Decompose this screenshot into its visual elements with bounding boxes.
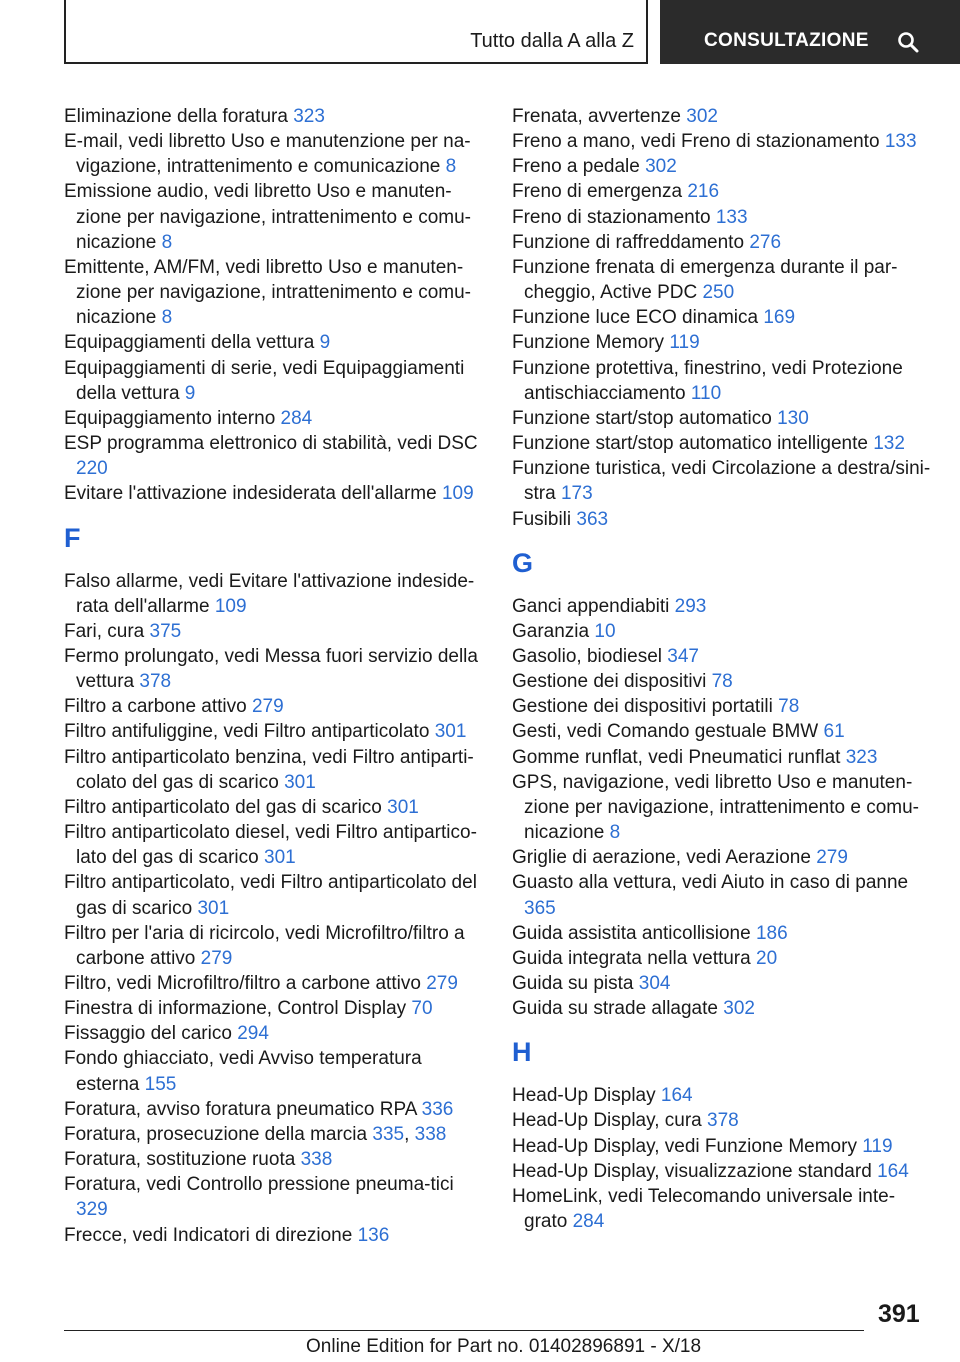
- index-entry: [512, 1159, 932, 1184]
- section-letter: G: [512, 547, 534, 578]
- index-entry-text: Guida su strade allagate: [512, 998, 718, 1020]
- page-ref-link[interactable]: 78: [711, 671, 733, 693]
- page-ref-link[interactable]: 329: [76, 1199, 108, 1221]
- index-entry-text: Equipaggiamento interno: [64, 407, 276, 429]
- index-entry-text: Freno a pedale: [512, 156, 640, 178]
- index-entry-text: Guasto alla vettura, vedi Aiuto in caso di panne: [512, 872, 909, 894]
- page-ref-link[interactable]: 119: [669, 332, 700, 354]
- page-ref-link[interactable]: 279: [426, 973, 458, 994]
- page-ref-link[interactable]: 336: [421, 1098, 454, 1120]
- index-entry-text: Eliminazione della foratura: [64, 106, 288, 127]
- page-ref-link[interactable]: 347: [667, 645, 699, 667]
- index-entry: [64, 129, 484, 179]
- page-ref-link[interactable]: 335: [372, 1123, 405, 1145]
- index-entry-text: E-mail, vedi libretto Uso e manutenzione per na‐vigazione, intrattenimento e comunicazione: [64, 131, 471, 178]
- index-entry-text: Gestione dei dispositivi portatili: [512, 696, 773, 718]
- index-entry: [512, 456, 932, 506]
- page-ref-link[interactable]: 109: [214, 595, 247, 617]
- index-entry: [64, 619, 484, 644]
- index-entry: [512, 230, 932, 255]
- index-entry: [64, 481, 484, 506]
- index-entry: [512, 205, 932, 230]
- page-ref-link[interactable]: 8: [161, 307, 173, 329]
- page-ref-link[interactable]: 133: [884, 131, 917, 153]
- index-entry-text: Funzione frenata di emergenza durante il par‐cheggio, Active PDC: [512, 256, 898, 304]
- index-entry: [512, 669, 932, 694]
- index-entry: [64, 431, 484, 481]
- consultazione-label: CONSULTAZIONE: [704, 30, 869, 51]
- index-entry-text: ESP programma elettronico di stabilità, vedi DSC: [64, 433, 478, 455]
- index-entry-text: Fissaggio del carico: [64, 1023, 232, 1045]
- index-entry-text: Gesti, vedi Comando gestuale BMW: [512, 721, 819, 743]
- index-entry: [64, 356, 484, 406]
- index-entry: [512, 1134, 932, 1159]
- index-entry: [512, 406, 932, 431]
- index-entry-text: Falso allarme, vedi Evitare l'attivazione indeside‐rata dell'allarme: [64, 570, 475, 617]
- index-entry: [512, 154, 932, 179]
- index-entry-text: Freno a mano, vedi Freno di stazionamento: [512, 131, 880, 153]
- index-entry-text: Head-Up Display, visualizzazione standard: [512, 1160, 872, 1182]
- index-entry-text: Head-Up Display, cura: [512, 1110, 702, 1132]
- index-entry: [512, 719, 932, 744]
- index-entry-text: Guida su pista: [512, 973, 634, 994]
- index-entry: [512, 845, 932, 870]
- index-entry: [512, 356, 932, 406]
- page-ref-link[interactable]: 363: [576, 508, 609, 530]
- page-ref-link[interactable]: 9: [319, 332, 331, 354]
- index-entry: [512, 431, 932, 456]
- page-ref-link[interactable]: 8: [161, 231, 173, 253]
- index-entry: [512, 129, 932, 154]
- index-entry-text: Head-Up Display: [512, 1085, 656, 1107]
- page-ref-link[interactable]: 323: [845, 746, 878, 768]
- index-entry: [64, 179, 484, 254]
- page-ref-link[interactable]: 130: [777, 407, 809, 429]
- page-ref-link[interactable]: 216: [687, 181, 720, 203]
- index-entry: [64, 870, 484, 920]
- page-ref-link[interactable]: 173: [560, 483, 593, 505]
- index-column-left: [64, 104, 484, 1248]
- index-entry: [512, 1184, 932, 1234]
- index-entry-text: Fondo ghiacciato, vedi Avviso temperatura esterna: [64, 1048, 422, 1095]
- index-entry: [512, 971, 932, 996]
- page-ref-link[interactable]: 375: [149, 620, 182, 642]
- index-entry-text: Foratura, prosecuzione della marcia: [64, 1123, 368, 1145]
- index-entry-text: Funzione turistica, vedi Circolazione a destra/sini‐stra: [512, 458, 931, 505]
- index-entry: [64, 820, 484, 870]
- page-ref-link[interactable]: 378: [139, 671, 172, 693]
- index-entry: [512, 921, 932, 946]
- page-ref-link[interactable]: 302: [645, 156, 677, 178]
- section-letter: H: [512, 1037, 532, 1068]
- page-ref-link[interactable]: 164: [877, 1160, 909, 1182]
- index-entry-text: Frenata, avvertenze: [512, 106, 681, 127]
- page-ref-link[interactable]: 133: [715, 206, 748, 228]
- index-entry: [64, 406, 484, 431]
- index-entry-text: Fermo prolungato, vedi Messa fuori servizio della vettura: [64, 645, 478, 693]
- page-ref-link[interactable]: 61: [823, 721, 845, 743]
- index-entry: [512, 644, 932, 669]
- index-entry: [64, 1172, 484, 1222]
- index-entry-text: Equipaggiamenti della vettura: [64, 332, 315, 354]
- index-entry-text: GPS, navigazione, vedi libretto Uso e manuten‐zione per navigazione, intrattenimento e comu‐nicazione: [512, 771, 920, 844]
- index-entry-text: Funzione protettiva, finestrino, vedi Protezione antischiacciamento: [512, 357, 903, 404]
- index-entry: Foratura, prosecuzione della marcia 335, 338: [64, 1123, 447, 1145]
- page-ref-link[interactable]: 78: [778, 696, 800, 718]
- index-entry-text: Guida integrata nella vettura: [512, 947, 751, 969]
- page-ref-link[interactable]: 279: [816, 847, 848, 869]
- index-entry-text: Filtro a carbone attivo: [64, 696, 247, 718]
- index-entry: [64, 1223, 484, 1248]
- footer-divider: [64, 1330, 864, 1331]
- page-ref-link[interactable]: 293: [674, 595, 707, 617]
- page-ref-link[interactable]: 186: [755, 922, 788, 944]
- index-entry: [64, 644, 484, 694]
- index-entry-text: Foratura, avviso foratura pneumatico RPA: [64, 1098, 417, 1120]
- index-entry-text: Freno di stazionamento: [512, 206, 711, 228]
- index-entry: [512, 694, 932, 719]
- index-entry: [64, 996, 484, 1021]
- page-ref-link[interactable]: 132: [873, 433, 905, 455]
- page-ref-link[interactable]: 169: [763, 307, 796, 329]
- index-entry: [64, 330, 484, 355]
- index-entry-text: Gomme runflat, vedi Pneumatici runflat: [512, 746, 841, 768]
- index-entry-text: Filtro per l'aria di ricircolo, vedi Microfiltro/filtro a carbone attivo: [64, 922, 465, 969]
- index-entry-text: HomeLink, vedi Telecomando universale inte‐grato: [512, 1185, 896, 1233]
- page-ref-link[interactable]: 302: [686, 106, 718, 127]
- index-entry-text: Fari, cura: [64, 620, 145, 642]
- index-entry-text: Garanzia: [512, 620, 590, 642]
- page-ref-link[interactable]: 70: [411, 998, 433, 1020]
- index-entry: [64, 719, 484, 744]
- index-entry: [512, 1108, 932, 1133]
- index-entry-text: Funzione luce ECO dinamica: [512, 307, 759, 329]
- page-ref-link[interactable]: 301: [264, 847, 296, 869]
- index-entry-text: Foratura, sostituzione ruota: [64, 1149, 296, 1171]
- edition-text: Online Edition for Part no. 01402896891 - X/18: [306, 1336, 702, 1357]
- page-ref-link[interactable]: 250: [702, 282, 735, 304]
- index-entry-text: Filtro, vedi Microfiltro/filtro a carbone attivo: [64, 973, 421, 994]
- index-entry: [512, 946, 932, 971]
- index-entry-text: Funzione start/stop automatico intelligente: [512, 433, 868, 455]
- page-ref-link[interactable]: 20: [756, 947, 778, 969]
- page-ref-link[interactable]: 301: [434, 721, 467, 743]
- header-section-box: [64, 0, 648, 64]
- index-entry: [64, 1147, 484, 1172]
- index-entry-text: Frecce, vedi Indicatori di direzione: [64, 1224, 353, 1246]
- page-ref-link[interactable]: 294: [237, 1023, 269, 1045]
- index-entry: [512, 179, 932, 204]
- page-ref-link[interactable]: 119: [862, 1135, 893, 1157]
- index-entry-text: Equipaggiamenti di serie, vedi Equipaggiamenti della vettura: [64, 357, 465, 404]
- page-ref-link[interactable]: 220: [76, 458, 108, 480]
- index-entry: [64, 745, 484, 795]
- index-entry-text: Filtro antiparticolato benzina, vedi Filtro antiparti‐colato del gas di scarico: [64, 746, 474, 793]
- search-icon[interactable]: [896, 30, 920, 54]
- page-ref-link[interactable]: 8: [609, 822, 621, 844]
- section-letter: F: [64, 522, 81, 553]
- page-ref-link[interactable]: 378: [707, 1110, 739, 1132]
- index-entry: [512, 770, 932, 845]
- index-entry: [512, 619, 932, 644]
- index-entry-text: Evitare l'attivazione indesiderata dell'allarme: [64, 483, 437, 505]
- index-entry: [512, 507, 932, 532]
- index-entry: [512, 255, 932, 305]
- page-ref-link[interactable]: 279: [251, 696, 284, 718]
- index-entry: [512, 104, 932, 129]
- index-entry-text: Freno di emergenza: [512, 181, 683, 203]
- index-entry: [512, 870, 932, 920]
- index-entry-text: Ganci appendiabiti: [512, 595, 670, 617]
- index-column-right: [512, 104, 932, 1234]
- page-ref-link[interactable]: 301: [387, 796, 419, 818]
- index-entry-text: Funzione start/stop automatico: [512, 407, 772, 429]
- index-entry-text: Filtro antiparticolato diesel, vedi Filtro antipartico‐lato del gas di scarico: [64, 822, 477, 869]
- index-entry-text: Emissione audio, vedi libretto Uso e manuten‐zione per navigazione, intrattenimento e comu‐nicazione: [64, 181, 472, 253]
- page-ref-link[interactable]: 323: [293, 106, 325, 127]
- index-entry-text: Emittente, AM/FM, vedi libretto Uso e manuten‐zione per navigazione, intrattenimento e comu‐nicazione: [64, 256, 472, 329]
- index-entry: [64, 1021, 484, 1046]
- page-ref-link[interactable]: 338: [300, 1149, 333, 1171]
- index-entry: [512, 745, 932, 770]
- page-ref-link[interactable]: 109: [441, 483, 474, 505]
- index-entry-text: Gasolio, biodiesel: [512, 645, 662, 667]
- index-entry-text: Finestra di informazione, Control Display: [64, 998, 407, 1020]
- index-entry: [64, 255, 484, 330]
- page-ref-link[interactable]: 276: [749, 231, 782, 253]
- index-entry: [512, 996, 932, 1021]
- index-entry: [64, 1046, 484, 1096]
- index-entry-text: Filtro antifuliggine, vedi Filtro antiparticolato: [64, 721, 430, 743]
- page-ref-link[interactable]: 284: [572, 1211, 605, 1233]
- page-ref-link[interactable]: 10: [594, 620, 616, 642]
- index-entry: [64, 104, 484, 129]
- index-entry: [512, 594, 932, 619]
- page-ref-link[interactable]: 155: [144, 1073, 177, 1095]
- index-entry-text: Guida assistita anticollisione: [512, 922, 751, 944]
- index-entry: [64, 694, 484, 719]
- index-entry-text: Griglie di aerazione, vedi Aerazione: [512, 847, 811, 869]
- index-entry: [512, 1083, 932, 1108]
- index-entry-text: Head-Up Display, vedi Funzione Memory: [512, 1135, 857, 1157]
- page-ref-link[interactable]: 301: [284, 771, 316, 793]
- page-ref-link[interactable]: 304: [638, 973, 671, 994]
- index-entry: [64, 921, 484, 971]
- page-ref-link[interactable]: 284: [280, 407, 313, 429]
- page-ref-link[interactable]: 164: [660, 1085, 693, 1107]
- page-number: 391: [878, 1300, 920, 1328]
- index-entry: [64, 1097, 484, 1122]
- page-ref-link[interactable]: 365: [524, 897, 556, 919]
- page-ref-link[interactable]: 9: [184, 382, 196, 404]
- page-ref-link[interactable]: 110: [690, 382, 722, 404]
- page-ref-link[interactable]: 8: [445, 156, 457, 178]
- index-entry: [64, 971, 484, 996]
- index-entry-text: Filtro antiparticolato, vedi Filtro antiparticolato del gas di scarico: [64, 872, 477, 919]
- index-entry: [512, 305, 932, 330]
- index-entry: [64, 795, 484, 820]
- section-title: Tutto dalla A alla Z: [470, 30, 634, 52]
- index-entry-text: Fusibili: [512, 508, 572, 530]
- index-entry-text: Gestione dei dispositivi: [512, 671, 707, 693]
- index-entry: [64, 569, 484, 619]
- page-ref-link[interactable]: 279: [200, 947, 233, 969]
- page-ref-link[interactable]: 136: [357, 1224, 390, 1246]
- page-ref-link[interactable]: 302: [723, 998, 755, 1020]
- index-entry-text: Filtro antiparticolato del gas di scarico: [64, 796, 382, 818]
- consultazione-tab[interactable]: [660, 0, 960, 64]
- index-entry-text: Funzione di raffreddamento: [512, 231, 745, 253]
- index-entry-text: Foratura, vedi Controllo pressione pneuma‐tici: [64, 1174, 454, 1196]
- index-entry-text: Funzione Memory: [512, 332, 665, 354]
- index-entry: [512, 330, 932, 355]
- page-ref-link[interactable]: 338: [414, 1123, 447, 1145]
- page-ref-link[interactable]: 301: [197, 897, 230, 919]
